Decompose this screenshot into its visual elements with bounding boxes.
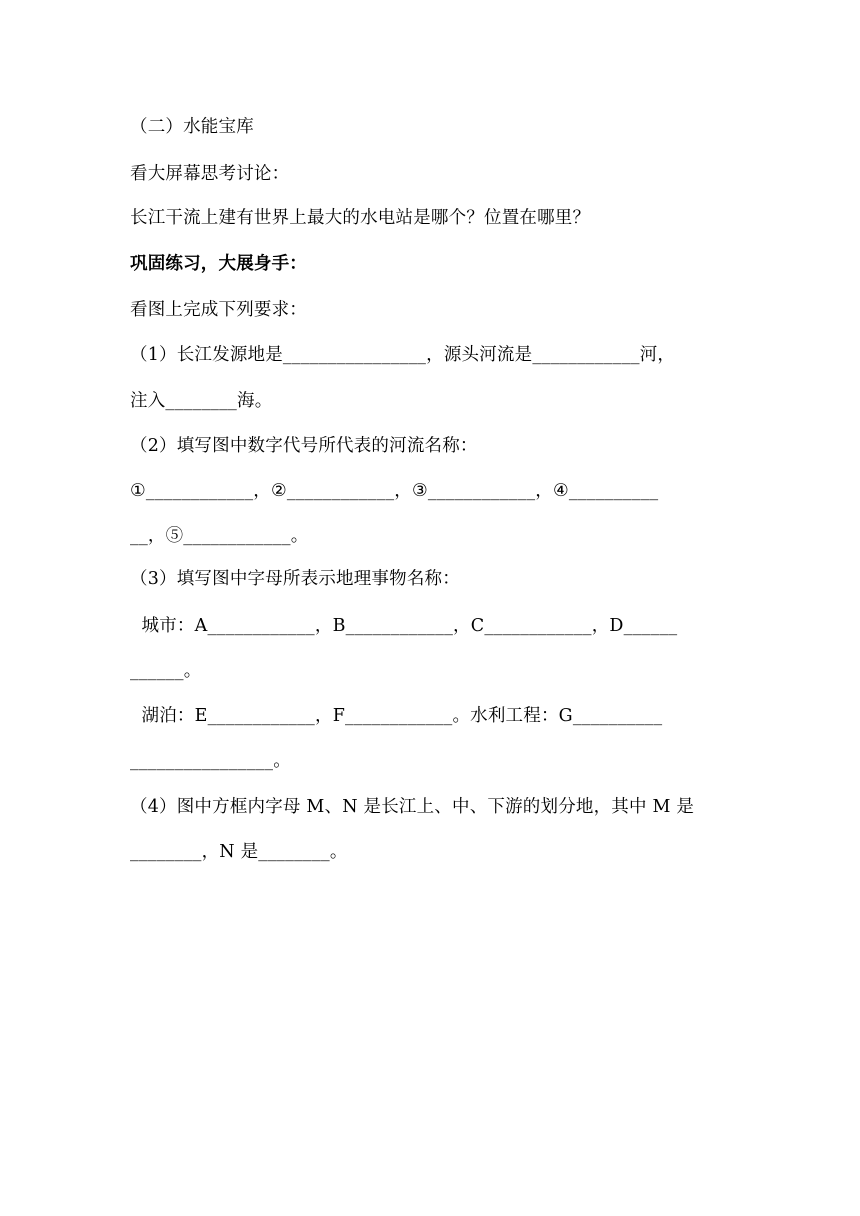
question-3-city-line-2: ______。 <box>130 661 202 681</box>
question-2-title: （2）填写图中数字代号所代表的河流名称： <box>130 436 478 456</box>
exercise-instruction: 看图上完成下列要求： <box>130 300 307 320</box>
discussion-prompt: 看大屏幕思考讨论： <box>130 164 290 184</box>
question-1-line-2: 注入________海。 <box>130 391 273 411</box>
question-2-line-2: __，⑤____________。 <box>130 526 309 546</box>
question-1-line-1: （1）长江发源地是________________，源头河流是____________河， <box>130 345 676 365</box>
question-4-line-1: （4）图中方框内字母 M、N 是长江上、中、下游的划分地，其中 M 是 <box>130 797 695 817</box>
question-2-line-1: ①____________，②____________，③____________，④__________ <box>130 481 659 501</box>
discussion-question: 长江干流上建有世界上最大的水电站是哪个？位置在哪里？ <box>130 208 591 228</box>
question-4-line-2: ________，N 是________。 <box>130 842 348 862</box>
question-3-city-line-1: 城市：A____________，B____________，C____________，D______ <box>130 616 678 636</box>
question-3-lake-line-2: ________________。 <box>130 751 291 771</box>
question-3-lake-line-1: 湖泊：E____________，F____________。水利工程：G__________ <box>130 706 663 726</box>
section-heading: （二）水能宝库 <box>130 117 254 137</box>
question-3-title: （3）填写图中字母所表示地理事物名称： <box>130 569 460 589</box>
exercise-title: 巩固练习，大展身手： <box>130 254 307 274</box>
